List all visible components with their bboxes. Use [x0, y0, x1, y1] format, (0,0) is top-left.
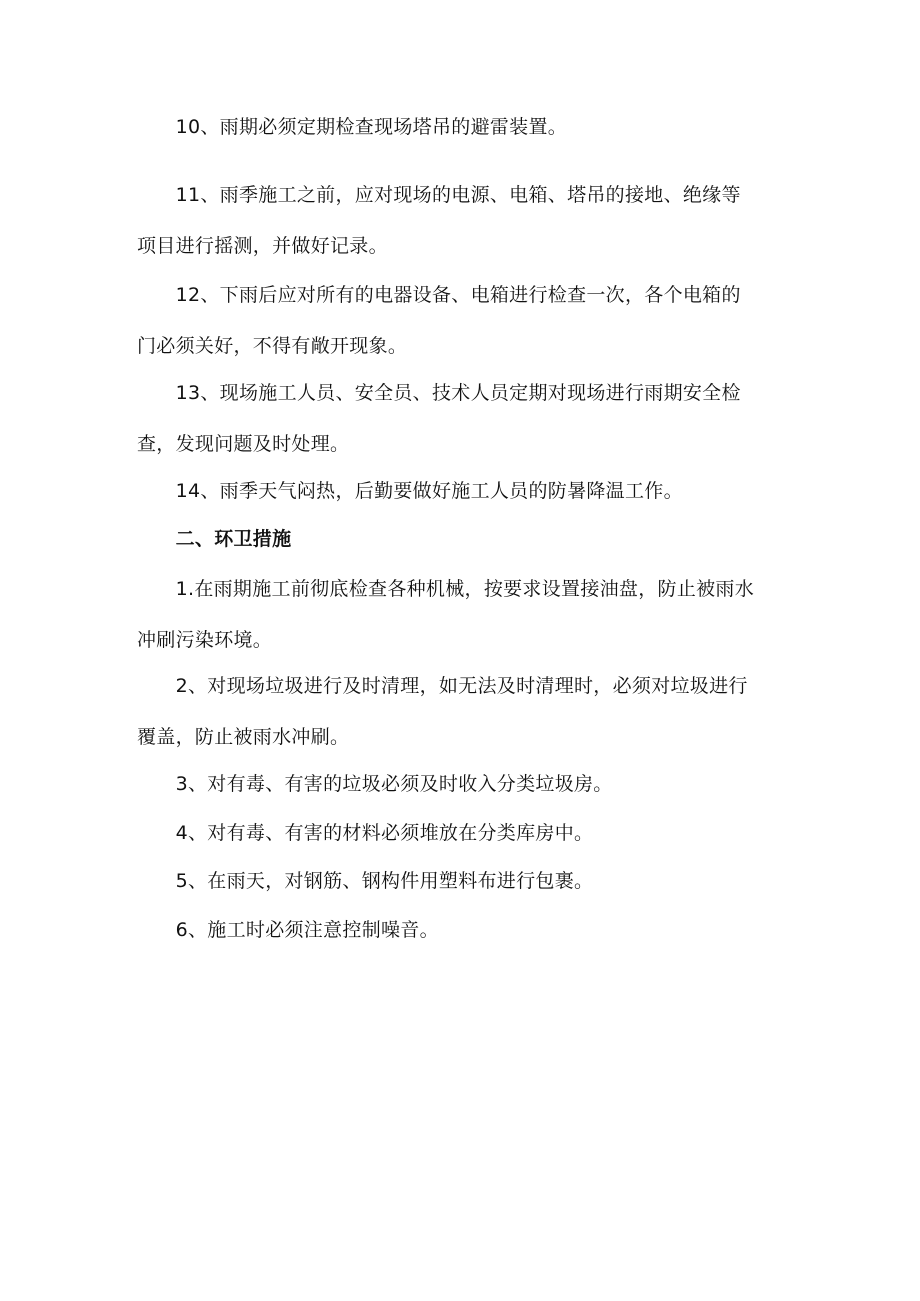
- paragraph-line: 2、对现场垃圾进行及时清理，如无法及时清理时，必须对垃圾进行: [137, 675, 748, 697]
- section-heading: [137, 514, 787, 565]
- paragraph-line: 门必须关好，不得有敞开现象。: [137, 335, 408, 357]
- sanitation-item-2-paragraph: [137, 661, 787, 763]
- sanitation-item-4-paragraph: [137, 808, 787, 859]
- paragraph-line: 覆盖，防止被雨水冲刷。: [137, 726, 350, 748]
- paragraph-line: 11、雨季施工之前，应对现场的电源、电箱、塔吊的接地、绝缘等: [137, 184, 741, 206]
- item-10-paragraph: [137, 102, 787, 153]
- paragraph-line: 13、现场施工人员、安全员、技术人员定期对现场进行雨期安全检: [137, 382, 741, 404]
- paragraph-line: 6、施工时必须注意控制噪音。: [137, 919, 439, 941]
- paragraph-line: 项目进行摇测，并做好记录。: [137, 235, 388, 257]
- sanitation-item-1-paragraph: [137, 564, 787, 666]
- section-heading-text: 二、环卫措施: [137, 528, 292, 550]
- paragraph-line: 4、对有毒、有害的材料必须堆放在分类库房中。: [137, 822, 594, 844]
- paragraph-line: 14、雨季天气闷热，后勤要做好施工人员的防暑降温工作。: [137, 480, 683, 502]
- paragraph-line: 1.在雨期施工前彻底检查各种机械，按要求设置接油盘，防止被雨水: [137, 578, 755, 600]
- item-11-paragraph: [137, 170, 787, 272]
- paragraph-line: 5、在雨天，对钢筋、钢构件用塑料布进行包裹。: [137, 870, 594, 892]
- paragraph-line: 12、下雨后应对所有的电器设备、电箱进行检查一次，各个电箱的: [137, 284, 741, 306]
- sanitation-item-5-paragraph: [137, 856, 787, 907]
- paragraph-line: 查，发现问题及时处理。: [137, 433, 350, 455]
- item-12-paragraph: [137, 270, 787, 372]
- paragraph-line: 10、雨期必须定期检查现场塔吊的避雷装置。: [137, 116, 568, 138]
- paragraph-line: 3、对有毒、有害的垃圾必须及时收入分类垃圾房。: [137, 773, 613, 795]
- paragraph-line: 冲刷污染环境。: [137, 629, 273, 651]
- item-14-paragraph: [137, 466, 787, 517]
- sanitation-item-6-paragraph: [137, 905, 787, 956]
- sanitation-item-3-paragraph: [137, 759, 787, 810]
- item-13-paragraph: [137, 368, 787, 470]
